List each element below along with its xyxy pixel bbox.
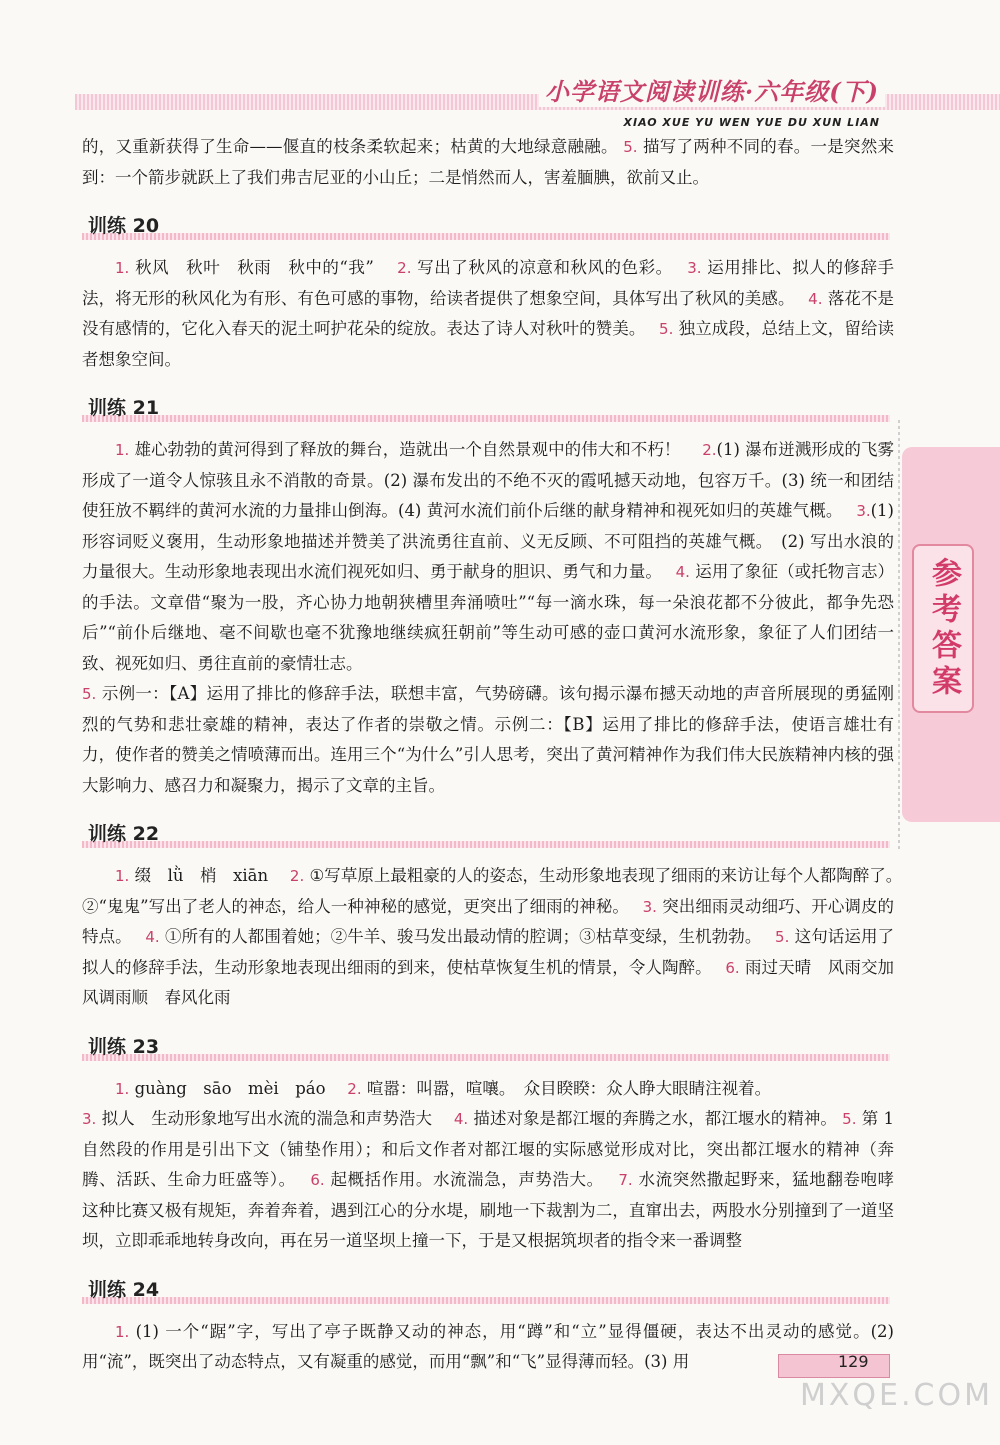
answer-key-label: 参考答案: [926, 556, 961, 701]
answer-number: 1.: [115, 441, 130, 459]
answer-number: 4.: [145, 928, 160, 946]
section-bar: [82, 415, 890, 422]
answer-number: 6.: [725, 958, 740, 977]
answer-number: 6.: [310, 1171, 325, 1189]
answer-number: 5.: [775, 928, 790, 946]
section-23-answers-b: [82, 1104, 911, 1257]
answer-number: 4.: [453, 1110, 469, 1128]
answer-content: [82, 132, 911, 1378]
section-header-24: [82, 1275, 894, 1305]
section-23-answers-a: [82, 1074, 894, 1105]
answer-text: 水流突然撒起野来，猛地翻卷咆哮 这种比赛又极有规矩，奔着奔着，遇到江心的分水堤，刷地一下裁割为二，直窜出去，两股水分别撞到了一道坚坝，立即乖乖地转身改向，再在另一道坚坝上撞一下，于是又根据筑坝者的指令来一番调整: [82, 1170, 911, 1250]
answer-text: (1) 形容词贬义褒用，生动形象地描述并赞美了洪流勇往直前、义无反顾、不可阻挡的英雄气概。 (2) 写出水浪的力量很大。生动形象地表现出水流们视死如归、勇于献身的胆识、勇气和力量。: [82, 501, 894, 581]
answer-key-tab: [902, 447, 1000, 822]
answer-text: 运用排比、拟人的修辞手法，将无形的秋风化为有形、有色可感的事物，给读者提供了想象空间，具体写出了秋风的美感。: [82, 258, 895, 308]
answer-number: 2.: [702, 441, 717, 459]
section-title: 训练 24: [88, 1278, 160, 1301]
section-bar: [82, 1054, 890, 1061]
answer-text: (1) 一个“踞”字，写出了亭子既静又动的神态，用“蹲”和“立”显得僵硬，表达不出灵动的感觉。(2) 用“流”，既突出了动态特点，又有凝重的感觉，而用“飘”和“飞”显得薄而轻。(3) 用: [82, 1321, 894, 1371]
section-title: 训练 22: [88, 823, 160, 845]
section-title: 训练 20: [88, 215, 160, 237]
answer-number: 5.: [623, 138, 638, 156]
answer-number: 2.: [347, 1079, 362, 1098]
answer-text: 雄心勃勃的黄河得到了释放的舞台，造就出一个自然景观中的伟大和不朽！: [134, 440, 681, 459]
answer-text: 这句话运用了拟人的修辞手法，生动形象地表现出细雨的到来，使枯草恢复生机的情景，令人陶醉。: [82, 927, 895, 977]
section-title: 训练 21: [88, 397, 160, 419]
section-bar: [82, 233, 890, 240]
page-number: 129: [838, 1352, 869, 1371]
answer-number: 5.: [842, 1110, 857, 1128]
answer-text: 秋风 秋叶 秋雨 秋中的“我”: [135, 258, 374, 277]
answer-text: 突出细雨灵动细巧、开心调皮的特点。: [82, 896, 894, 946]
answer-text: 喧嚣：叫嚣，喧嚷。 众目睽睽：众人睁大眼睛注视着。: [366, 1078, 772, 1098]
answer-number: 2.: [289, 867, 305, 885]
section-bar: [82, 841, 890, 848]
answer-number: 1.: [115, 1079, 130, 1098]
answer-number: 3.: [642, 897, 657, 916]
section-24-answers: [82, 1317, 894, 1378]
answer-number: 1.: [115, 259, 130, 277]
section-header-23: [82, 1032, 894, 1062]
answer-text: 独立成段，总结上文，留给读者想象空间。: [82, 319, 895, 369]
answer-text: ①写草原上最粗豪的人的姿态，生动形象地表现了细雨的来访让每个人都陶醉了。 ②“鬼鬼”写出了老人的神态，给人一种神秘的感觉，更突出了细雨的神秘。: [82, 866, 911, 916]
answer-text: 落花不是没有感情的，它化入春天的泥土呵护花朵的绽放。表达了诗人对秋叶的赞美。: [82, 288, 895, 338]
section-title: 训练 23: [88, 1035, 160, 1058]
section-21-answers: [82, 435, 894, 679]
answer-number: 5.: [82, 685, 97, 703]
answer-text: 拟人 生动形象地写出水流的湍急和声势浩大: [101, 1109, 433, 1128]
intro-text-2: 描写了两种不同的春。一是突然来到：一个箭步就跃上了我们弗吉尼亚的小山丘；二是悄然而人，害羞腼腆，欲前又止。: [82, 137, 895, 187]
answer-text: 缀 lǜ 梢 xiān: [134, 866, 269, 885]
answer-text: 示例一：【A】运用了排比的修辞手法，联想丰富，气势磅礴。该句揭示瀑布撼天动地的声音所展现的勇猛刚烈的气势和悲壮豪雄的精神，表达了作者的崇敬之情。示例二：【B】运用了排比的修辞手法，使语言雄壮有力，使作者的赞美之情喷薄而出。连用三个“为什么”引人思考，突出了黄河精神作为我们伟大民族精神内核的强大影响力、感召力和凝聚力，揭示了文章的主旨。: [82, 684, 894, 795]
section-bar: [82, 1297, 890, 1304]
answer-number: 5.: [659, 320, 674, 338]
intro-text-1: 的，又重新获得了生命——偃直的枝条柔软起来；枯黄的大地绿意融融。: [82, 137, 618, 156]
answer-number: 4.: [675, 563, 690, 581]
answer-text: 描述对象是都江堰的奔腾之水，都江堰水的精神。: [473, 1109, 837, 1128]
answer-text: 写出了秋风的凉意和秋风的色彩。: [417, 258, 665, 277]
answer-number: 2.: [397, 259, 412, 277]
book-title: 小学语文阅读训练·六年级(下): [539, 72, 885, 107]
answer-number: 3.: [82, 1110, 97, 1128]
page-number-box: [778, 1354, 890, 1378]
answer-number: 1.: [115, 867, 130, 885]
answer-text: guàng sāo mèi páo: [134, 1078, 326, 1098]
answer-text: 运用了象征（或托物言志）的手法。文章借“聚为一股，齐心协力地朝狭槽里奔涌喷吐”“每一滴水珠，每一朵浪花都不分彼此，都争先恐后”“前仆后继地、毫不间歇也毫不犹豫地继续疯狂朝前”等生动可感的壶口黄河水流形象，象征了人们团结一致、视死如归、勇往直前的豪情壮志。: [82, 562, 895, 673]
section-21-answer-5: [82, 679, 894, 801]
side-divider: [898, 420, 900, 850]
section-22-answers: [82, 861, 911, 1014]
answer-text: 雨过天晴 风雨交加 风调雨顺 春风化雨: [82, 957, 911, 1007]
answer-number: 1.: [115, 1322, 130, 1341]
section-header-20: [82, 211, 894, 241]
watermark: MXQE.COM: [800, 1378, 993, 1413]
book-subtitle: XIAO XUE YU WEN YUE DU XUN LIAN: [623, 116, 880, 129]
answer-key-label-box: [912, 544, 974, 713]
answer-number: 7.: [618, 1171, 633, 1189]
section-header-22: [82, 819, 894, 849]
answer-text: ①所有的人都围着她；②牛羊、骏马发出最动情的腔调；③枯草变绿，生机勃勃。: [164, 927, 754, 946]
intro-paragraph: [82, 132, 894, 193]
answer-text: (1) 瀑布迸溅形成的飞雾形成了一道令人惊骇且永不消散的奇景。(2) 瀑布发出的不绝不灭的霞吼撼天动地，包容万千。(3) 统一和团结使狂放不羁绊的黄河水流的力量排山倒海。(4) 黄河水流们前仆后继的献身精神和视死如归的英雄气概。: [82, 440, 895, 520]
answer-number: 3.: [687, 259, 702, 277]
answer-text: 起概括作用。水流湍急，声势浩大。: [330, 1170, 596, 1189]
section-20-answers: [82, 253, 894, 375]
section-header-21: [82, 393, 894, 423]
answer-number: 3.: [856, 502, 871, 520]
answer-number: 4.: [808, 289, 823, 308]
answer-text: 第 1 自然段的作用是引出下文（铺垫作用）；和后文作者对都江堰的实际感觉形成对比，突出都江堰水的精神（奔腾、活跃、生命力旺盛等）。: [82, 1109, 895, 1189]
